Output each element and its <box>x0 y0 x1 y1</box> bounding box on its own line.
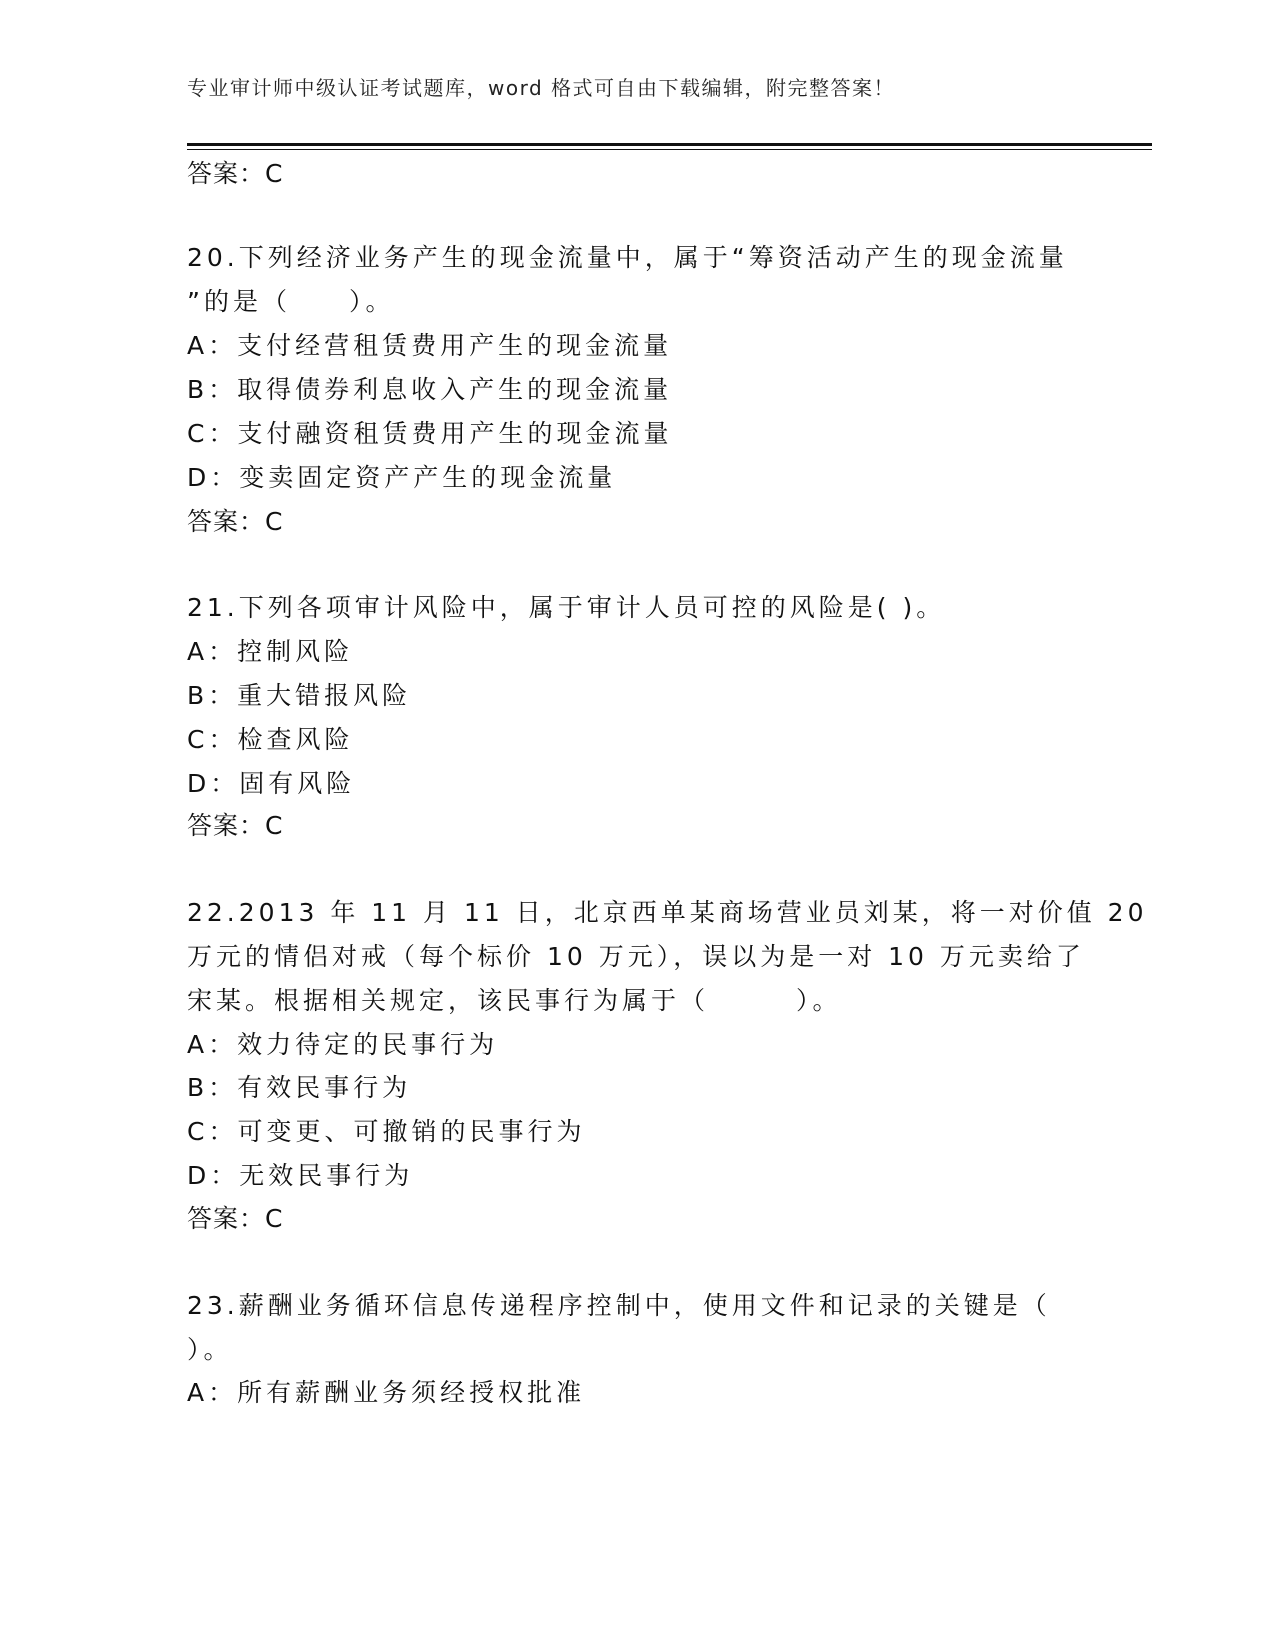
question-21-option-c: C：检查风险 <box>187 725 354 754</box>
question-20-stem-line-2: ”的是（ ）。 <box>187 287 395 316</box>
question-22-option-b: B：有效民事行为 <box>187 1073 412 1102</box>
question-22-option-c: C：可变更、可撤销的民事行为 <box>187 1117 586 1146</box>
question-22-stem-line-2: 万元的情侣对戒（每个标价 10 万元），误以为是一对 10 万元卖给了 <box>187 942 1085 971</box>
question-22-stem-line-3: 宋某。根据相关规定，该民事行为属于（ ）。 <box>187 986 842 1015</box>
question-21-option-d: D：固有风险 <box>187 769 356 798</box>
question-22-option-a: A：效力待定的民事行为 <box>187 1030 499 1059</box>
page-header: 专业审计师中级认证考试题库，word 格式可自由下载编辑，附完整答案！ <box>187 76 896 100</box>
question-23-stem-line-1: 23.薪酬业务循环信息传递程序控制中，使用文件和记录的关键是（ <box>187 1291 1051 1320</box>
header-rule-thin <box>187 149 1152 150</box>
question-21-option-a: A：控制风险 <box>187 637 354 666</box>
question-20-option-a: A：支付经营租赁费用产生的现金流量 <box>187 331 673 360</box>
question-20-option-c: C：支付融资租赁费用产生的现金流量 <box>187 419 673 448</box>
previous-answer: 答案：C <box>187 159 284 188</box>
question-20-option-b: B：取得债券利息收入产生的现金流量 <box>187 375 673 404</box>
question-22-answer: 答案：C <box>187 1204 284 1233</box>
question-22-stem-line-1: 22.2013 年 11 月 11 日，北京西单某商场营业员刘某，将一对价值 20 <box>187 898 1148 927</box>
question-20-stem-line-1: 20.下列经济业务产生的现金流量中，属于“筹资活动产生的现金流量 <box>187 243 1068 272</box>
question-23-stem-line-2: ）。 <box>187 1335 233 1364</box>
header-rule-thick <box>187 143 1152 146</box>
question-22-option-d: D：无效民事行为 <box>187 1161 414 1190</box>
question-23-option-a: A：所有薪酬业务须经授权批准 <box>187 1378 586 1407</box>
question-20-answer: 答案：C <box>187 507 284 536</box>
question-21-answer: 答案：C <box>187 811 284 840</box>
question-20-option-d: D：变卖固定资产产生的现金流量 <box>187 463 617 492</box>
question-21-option-b: B：重大错报风险 <box>187 681 412 710</box>
question-21-stem-line-1: 21.下列各项审计风险中，属于审计人员可控的风险是( )。 <box>187 593 946 622</box>
